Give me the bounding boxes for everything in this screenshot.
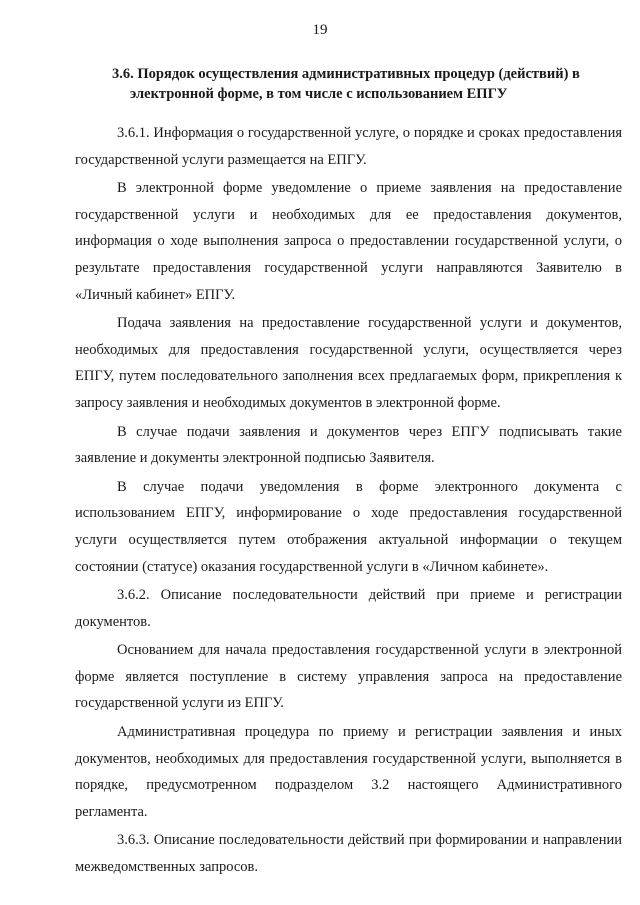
section-heading-line-1: 3.6. Порядок осуществления административных процедур (действий) в bbox=[112, 66, 580, 82]
body-text bbox=[75, 120, 622, 881]
page-number: 19 bbox=[312, 22, 328, 38]
section-heading bbox=[112, 64, 624, 104]
section-heading-line-2: электронной форме, в том числе с использованием ЕПГУ bbox=[130, 86, 508, 102]
paragraph-signature: В случае подачи заявления и документов через ЕПГУ подписывать такие заявление и документы электронной подписью Заявителя. bbox=[75, 423, 622, 467]
paragraph-3-6-3: 3.6.3. Описание последовательности действий при формировании и направлении межведомственных запросов. bbox=[75, 832, 622, 876]
paragraph-3-6-1: 3.6.1. Информация о государственной услуге, о порядке и сроках предоставления государственной услуги размещается на ЕПГУ. bbox=[75, 125, 622, 168]
paragraph-status-info: В случае подачи уведомления в форме электронного документа с использованием ЕПГУ, информирование о ходе предоставления государственной услуги осуществляется путем отображения актуальной информации о текущем состоянии (статусе) оказания государственной услуги в «Личном кабинете». bbox=[75, 478, 622, 575]
paragraph-submission: Подача заявления на предоставление государственной услуги и документов, необходимых для предоставления государственной услуги, осуществляется через ЕПГУ, путем последовательного заполнения всех предлагаемых форм, прикрепления к запросу заявления и необходимых документов в электронной форме. bbox=[75, 315, 622, 411]
paragraph-notification: В электронной форме уведомление о приеме заявления на предоставление государственной услуги и необходимых для ее предоставления документов, информация о ходе выполнения запроса о предоставлении государственной услуги, о результате предоставления государственной услуги направляются Заявителю в «Личный кабинет» ЕПГУ. bbox=[75, 180, 622, 303]
paragraph-3-6-2: 3.6.2. Описание последовательности действий при приеме и регистрации документов. bbox=[75, 587, 622, 630]
paragraph-admin-procedure: Административная процедура по приему и регистрации заявления и иных документов, необходимых для предоставления государственной услуги, выполняется в порядке, предусмотренном подразделом 3.2 настоящего Административного регламента. bbox=[75, 724, 622, 820]
paragraph-basis: Основанием для начала предоставления государственной услуги в электронной форме является поступление в систему управления запроса на предоставление государственной услуги из ЕПГУ. bbox=[75, 642, 622, 712]
